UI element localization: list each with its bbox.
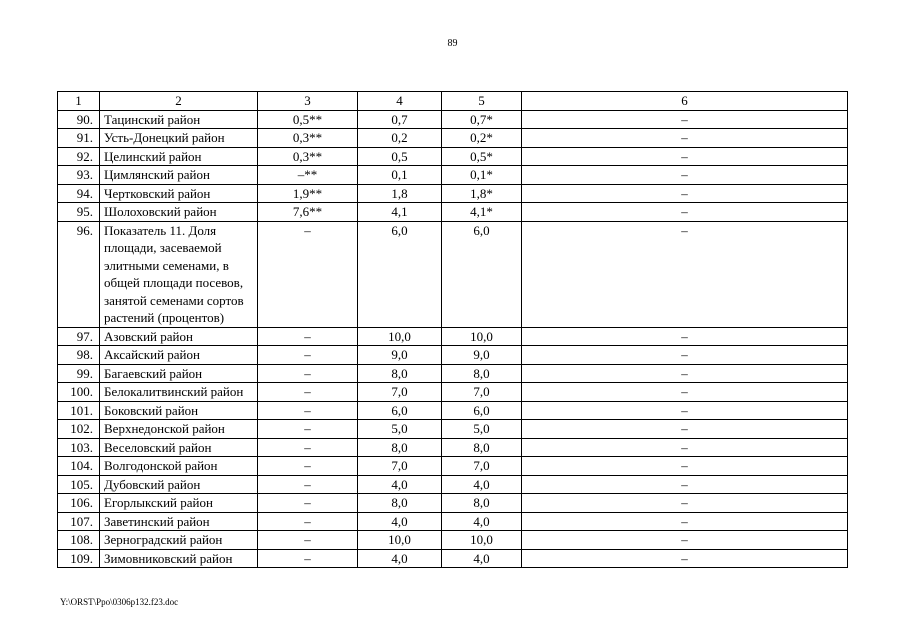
header-cell: 6 [522, 92, 848, 111]
row-number-cell: 100. [58, 383, 100, 402]
row-number-cell: 105. [58, 475, 100, 494]
district-name-cell: Веселовский район [100, 438, 258, 457]
column-6-cell: – [522, 457, 848, 476]
table-row [58, 383, 848, 402]
district-name-cell: Аксайский район [100, 346, 258, 365]
district-name-cell: Верхнедонской район [100, 420, 258, 439]
district-name-cell: Тацинский район [100, 110, 258, 129]
column-6-cell: – [522, 531, 848, 550]
district-name-cell: Багаевский район [100, 364, 258, 383]
column-4-cell: 10,0 [358, 531, 442, 550]
column-3-cell: 7,6** [258, 203, 358, 222]
row-number-cell: 94. [58, 184, 100, 203]
column-3-cell: – [258, 327, 358, 346]
table-row [58, 420, 848, 439]
column-3-cell: – [258, 512, 358, 531]
column-3-cell: – [258, 383, 358, 402]
row-number-cell: 98. [58, 346, 100, 365]
row-number-cell: 91. [58, 129, 100, 148]
header-cell: 1 [58, 92, 100, 111]
column-5-cell: 1,8* [442, 184, 522, 203]
file-path-footer: Y:\ORST\Ppo\0306p132.f23.doc [60, 597, 179, 607]
district-name-cell: Цимлянский район [100, 166, 258, 185]
column-5-cell: 9,0 [442, 346, 522, 365]
table-row [58, 110, 848, 129]
row-number-cell: 103. [58, 438, 100, 457]
column-5-cell: 6,0 [442, 221, 522, 327]
row-number-cell: 90. [58, 110, 100, 129]
district-name-cell: Целинский район [100, 147, 258, 166]
column-3-cell: – [258, 401, 358, 420]
district-name-cell: Шолоховский район [100, 203, 258, 222]
column-6-cell: – [522, 147, 848, 166]
row-number-cell: 96. [58, 221, 100, 327]
column-5-cell: 4,0 [442, 512, 522, 531]
district-name-cell: Егорлыкский район [100, 494, 258, 513]
column-4-cell: 4,0 [358, 549, 442, 568]
column-6-cell: – [522, 166, 848, 185]
column-3-cell: – [258, 364, 358, 383]
table-row [58, 549, 848, 568]
column-3-cell: 1,9** [258, 184, 358, 203]
column-3-cell: 0,3** [258, 147, 358, 166]
column-6-cell: – [522, 129, 848, 148]
column-3-cell: – [258, 420, 358, 439]
table-row [58, 457, 848, 476]
column-5-cell: 0,7* [442, 110, 522, 129]
column-4-cell: 7,0 [358, 383, 442, 402]
column-5-cell: 5,0 [442, 420, 522, 439]
district-name-cell: Усть-Донецкий район [100, 129, 258, 148]
table-header-row [58, 92, 848, 111]
row-number-cell: 102. [58, 420, 100, 439]
column-6-cell: – [522, 184, 848, 203]
column-3-cell: – [258, 221, 358, 327]
column-6-cell: – [522, 364, 848, 383]
column-5-cell: 6,0 [442, 401, 522, 420]
row-number-cell: 93. [58, 166, 100, 185]
column-3-cell: – [258, 549, 358, 568]
column-4-cell: 0,1 [358, 166, 442, 185]
district-name-cell: Белокалитвинский район [100, 383, 258, 402]
column-4-cell: 10,0 [358, 327, 442, 346]
table-row [58, 166, 848, 185]
column-4-cell: 8,0 [358, 494, 442, 513]
column-6-cell: – [522, 549, 848, 568]
district-name-cell: Дубовский район [100, 475, 258, 494]
table-row [58, 512, 848, 531]
header-cell: 5 [442, 92, 522, 111]
column-4-cell: 8,0 [358, 438, 442, 457]
column-6-cell: – [522, 346, 848, 365]
column-3-cell: – [258, 531, 358, 550]
column-5-cell: 0,5* [442, 147, 522, 166]
column-5-cell: 8,0 [442, 364, 522, 383]
column-5-cell: 0,1* [442, 166, 522, 185]
column-4-cell: 4,1 [358, 203, 442, 222]
district-name-cell: Зимовниковский район [100, 549, 258, 568]
indicator-table [57, 91, 848, 568]
table-row [58, 475, 848, 494]
column-6-cell: – [522, 475, 848, 494]
column-3-cell: –** [258, 166, 358, 185]
row-number-cell: 107. [58, 512, 100, 531]
column-4-cell: 6,0 [358, 221, 442, 327]
column-3-cell: – [258, 494, 358, 513]
column-3-cell: 0,5** [258, 110, 358, 129]
column-4-cell: 7,0 [358, 457, 442, 476]
table-row [58, 327, 848, 346]
column-6-cell: – [522, 438, 848, 457]
table-row [58, 364, 848, 383]
column-3-cell: – [258, 457, 358, 476]
table-row [58, 531, 848, 550]
table-row [58, 438, 848, 457]
column-4-cell: 5,0 [358, 420, 442, 439]
column-5-cell: 0,2* [442, 129, 522, 148]
column-6-cell: – [522, 512, 848, 531]
row-number-cell: 104. [58, 457, 100, 476]
column-5-cell: 7,0 [442, 457, 522, 476]
column-6-cell: – [522, 110, 848, 129]
column-5-cell: 4,0 [442, 549, 522, 568]
table-row [58, 221, 848, 327]
row-number-cell: 108. [58, 531, 100, 550]
header-cell: 3 [258, 92, 358, 111]
row-number-cell: 99. [58, 364, 100, 383]
column-3-cell: 0,3** [258, 129, 358, 148]
column-4-cell: 0,7 [358, 110, 442, 129]
page-number: 89 [447, 38, 458, 49]
table-row [58, 401, 848, 420]
column-4-cell: 8,0 [358, 364, 442, 383]
column-3-cell: – [258, 475, 358, 494]
column-4-cell: 1,8 [358, 184, 442, 203]
district-name-cell: Волгодонской район [100, 457, 258, 476]
column-5-cell: 4,0 [442, 475, 522, 494]
row-number-cell: 95. [58, 203, 100, 222]
row-number-cell: 101. [58, 401, 100, 420]
table-row [58, 203, 848, 222]
column-5-cell: 8,0 [442, 438, 522, 457]
column-4-cell: 6,0 [358, 401, 442, 420]
table-row [58, 494, 848, 513]
table-row [58, 147, 848, 166]
district-name-cell: Заветинский район [100, 512, 258, 531]
row-number-cell: 92. [58, 147, 100, 166]
column-6-cell: – [522, 383, 848, 402]
district-name-cell: Боковский район [100, 401, 258, 420]
column-5-cell: 4,1* [442, 203, 522, 222]
column-5-cell: 10,0 [442, 327, 522, 346]
column-6-cell: – [522, 494, 848, 513]
column-4-cell: 4,0 [358, 512, 442, 531]
column-4-cell: 0,5 [358, 147, 442, 166]
column-4-cell: 0,2 [358, 129, 442, 148]
row-number-cell: 106. [58, 494, 100, 513]
column-4-cell: 4,0 [358, 475, 442, 494]
column-3-cell: – [258, 346, 358, 365]
header-cell: 4 [358, 92, 442, 111]
column-3-cell: – [258, 438, 358, 457]
column-6-cell: – [522, 401, 848, 420]
column-5-cell: 8,0 [442, 494, 522, 513]
table-row [58, 129, 848, 148]
header-cell: 2 [100, 92, 258, 111]
column-6-cell: – [522, 420, 848, 439]
column-6-cell: – [522, 221, 848, 327]
column-4-cell: 9,0 [358, 346, 442, 365]
row-number-cell: 97. [58, 327, 100, 346]
row-number-cell: 109. [58, 549, 100, 568]
district-name-cell: Зерноградский район [100, 531, 258, 550]
district-name-cell: Азовский район [100, 327, 258, 346]
district-name-cell: Чертковский район [100, 184, 258, 203]
table-row [58, 184, 848, 203]
column-5-cell: 7,0 [442, 383, 522, 402]
column-6-cell: – [522, 203, 848, 222]
district-name-cell: Показатель 11. Доля площади, засеваемой элитными семенами, в общей площади посевов, занятой семенами сортов растений (процентов) [100, 221, 258, 327]
column-5-cell: 10,0 [442, 531, 522, 550]
column-6-cell: – [522, 327, 848, 346]
table-row [58, 346, 848, 365]
